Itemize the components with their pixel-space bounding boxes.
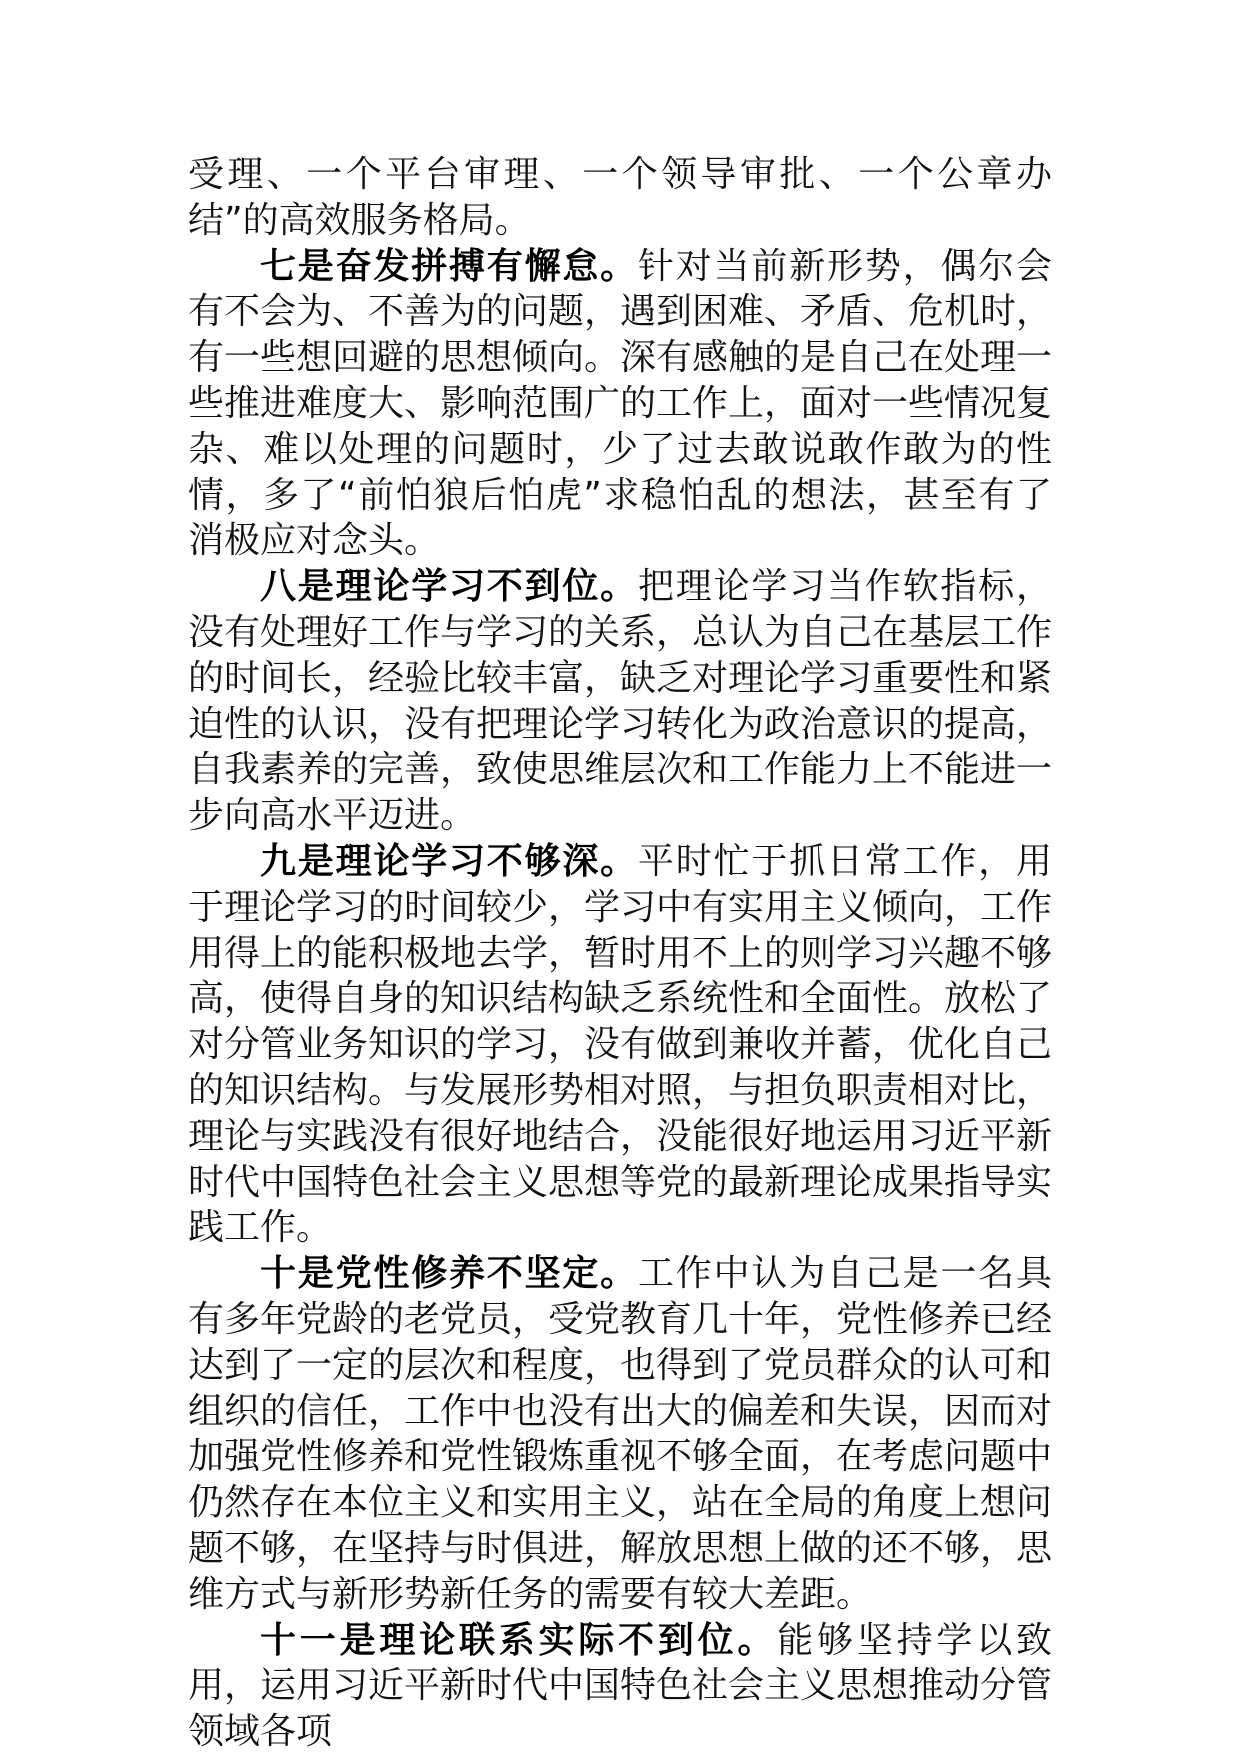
paragraph-seven — [188, 244, 1052, 565]
paragraph-text: 平时忙于抓日常工作，用于理论学习的时间较少，学习中有实用主义倾向，工作用得上的能积极地去学，暂时用不上的则学习兴趣不够高，使得自身的知识结构缺乏系统性和全面性。放松了对分管业务知识的学习，没有做到兼收并蓄，优化自己的知识结构。与发展形势相对照，与担负职责相对比，理论与实践没有很好地结合，没能很好地运用习近平新时代中国特色社会主义思想等党的最新理论成果指导实践工作。 — [188, 840, 1053, 1249]
paragraph-heading: 十是党性修养不坚定。 — [260, 1253, 638, 1295]
paragraph-text: 受理、一个平台审理、一个领导审批、一个公章办结”的高效服务格局。 — [188, 154, 1052, 241]
paragraph-text: 工作中认为自己是一名具有多年党龄的老党员，受党教育几十年，党性修养已经达到了一定的层次和程度，也得到了党员群众的认可和组织的信任，工作中也没有出大的偏差和失误，因而对加强党性修养和党性锻炼重视不够全面，在考虑问题中仍然存在本位主义和实用主义，站在全局的角度上想问题不够，在坚持与时俱进，解放思想上做的还不够，思维方式与新形势新任务的需要有较大差距。 — [188, 1253, 1053, 1615]
paragraph-heading: 七是奋发拼搏有懈怠。 — [260, 245, 638, 287]
paragraph-text: 针对当前新形势，偶尔会有不会为、不善为的问题，遇到困难、矛盾、危机时，有一些想回避的思想倾向。深有感触的是自己在处理一些推进难度大、影响范围广的工作上，面对一些情况复杂、难以处理的问题时，少了过去敢说敢作敢为的性情，多了“前怕狼后怕虎”求稳怕乱的想法，甚至有了消极应对念头。 — [188, 245, 1053, 562]
paragraph-heading: 十一是理论联系实际不到位。 — [260, 1619, 778, 1661]
document-body — [188, 152, 1052, 1755]
paragraph-eleven — [188, 1618, 1052, 1755]
paragraph-eight — [188, 564, 1052, 839]
paragraph-heading: 八是理论学习不到位。 — [260, 566, 638, 608]
paragraph-nine — [188, 839, 1052, 1251]
paragraph-ten — [188, 1251, 1052, 1617]
paragraph-text: 能够坚持学以致用，运用习近平新时代中国特色社会主义思想推动分管领域各项 — [188, 1619, 1053, 1753]
paragraph-text: 把理论学习当作软指标，没有处理好工作与学习的关系，总认为自己在基层工作的时间长，经验比较丰富，缺乏对理论学习重要性和紧迫性的认识，没有把理论学习转化为政治意识的提高，自我素养的完善，致使思维层次和工作能力上不能进一步向高水平迈进。 — [188, 566, 1053, 837]
paragraph-continuation — [188, 152, 1052, 244]
paragraph-heading: 九是理论学习不够深。 — [260, 840, 638, 882]
